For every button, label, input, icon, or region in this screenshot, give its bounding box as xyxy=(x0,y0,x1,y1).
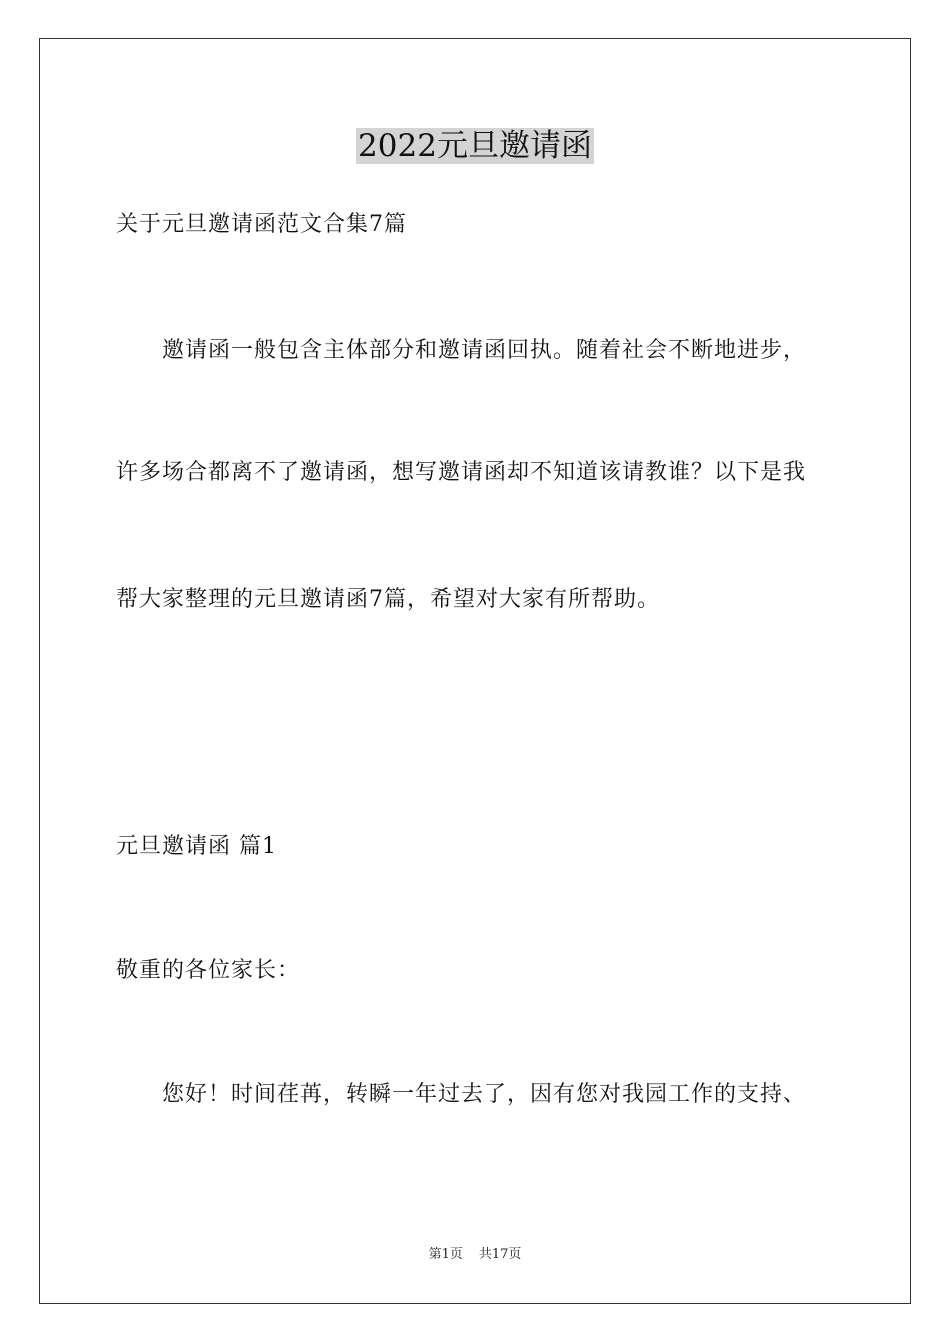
body-line-1: 您好！时间荏苒，转瞬一年过去了，因有您对我园工作的支持、 xyxy=(162,1082,807,1107)
document-subtitle: 关于元旦邀请函范文合集7篇 xyxy=(116,212,407,237)
page-total: 共17页 xyxy=(478,1247,522,1262)
document-title-text: 2022元旦邀请函 xyxy=(358,128,592,164)
intro-line-2: 许多场合都离不了邀请函，想写邀请函却不知道该请教谁？以下是我 xyxy=(116,460,807,485)
page-footer xyxy=(0,1246,950,1264)
intro-line-1: 邀请函一般包含主体部分和邀请函回执。随着社会不断地进步， xyxy=(162,338,807,363)
section-heading: 元旦邀请函 篇1 xyxy=(116,834,277,859)
salutation: 敬重的各位家长： xyxy=(116,958,301,983)
intro-line-3: 帮大家整理的元旦邀请函7篇，希望对大家有所帮助。 xyxy=(116,587,660,612)
document-title xyxy=(0,126,950,166)
page-number: 第1页 xyxy=(428,1247,463,1262)
